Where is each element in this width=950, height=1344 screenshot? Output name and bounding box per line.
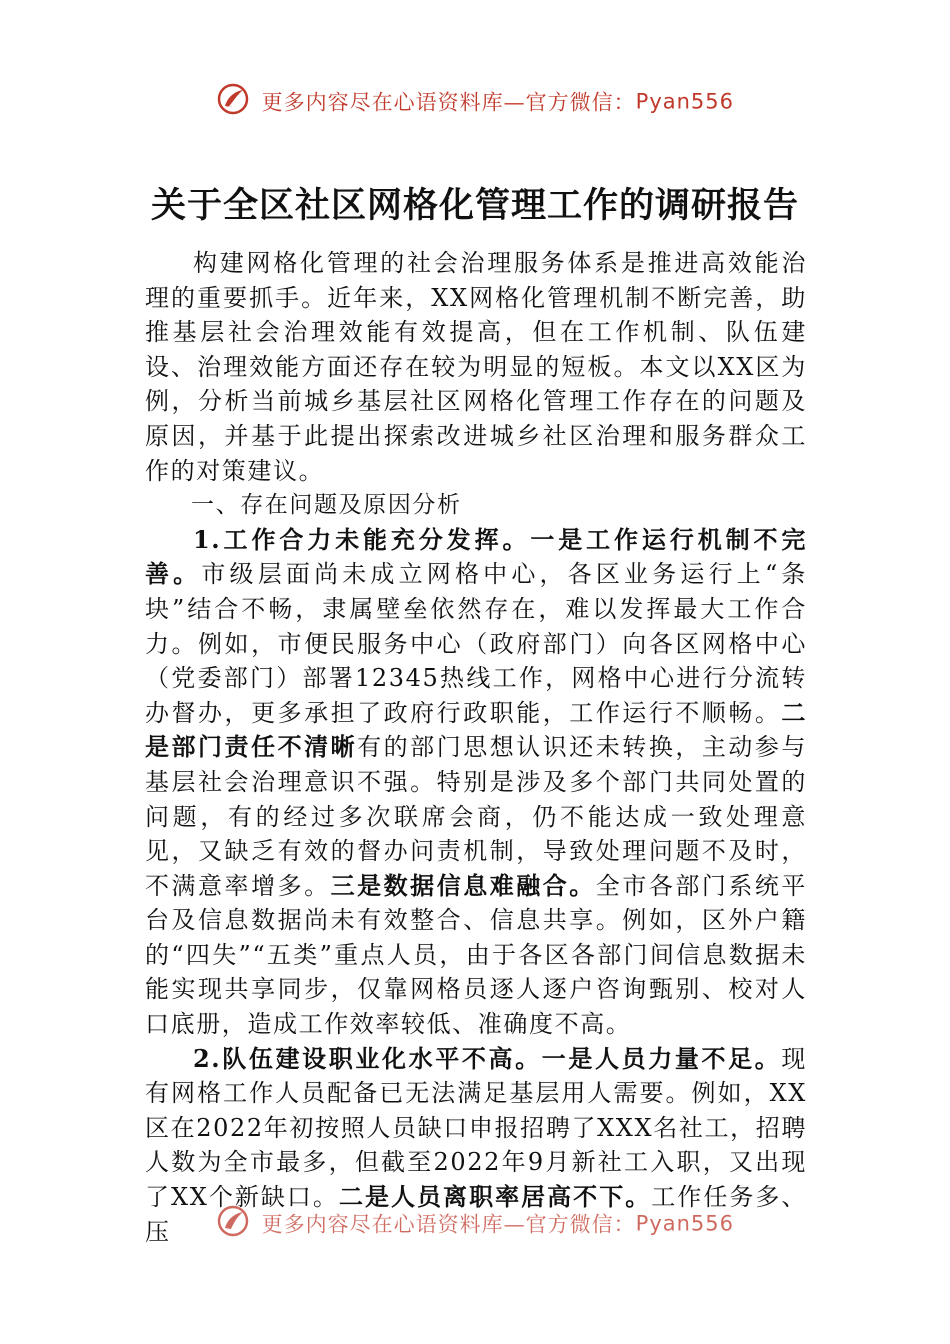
document-title: 关于全区社区网格化管理工作的调研报告 <box>150 185 799 226</box>
paragraph-1-point-3: 三是数据信息难融合。 <box>330 870 596 900</box>
paragraph-1 <box>145 523 807 1042</box>
paragraph-1-lead: 1.工作合力未能充分发挥。一是工作运行机制不完善。 <box>145 524 807 589</box>
intro-paragraph: 构建网格化管理的社会治理服务体系是推进高效能治理的重要抓手。近年来，XX网格化管理机制不断完善，助推基层社会治理效能有效提高，但在工作机制、队伍建设、治理效能方面还存在较为明显的短板。本文以XX区为例，分析当前城乡基层社区网格化管理工作存在的问题及原因，并基于此提出探索改进城乡社区治理和服务群众工作的对策建议。 <box>145 249 807 485</box>
paragraph-2-point-2: 二是人员离职率居高不下。 <box>338 1182 652 1212</box>
watermark-header <box>0 82 950 121</box>
footer-wechat-id: Pyan556 <box>635 1211 735 1236</box>
paragraph-1-text-3: 全市各部门系统平台及信息数据尚未有效整合、信息共享。例如，区外户籍的“四失”“五类”重点人员，由于各区各部门间信息数据未能实现共享同步，仅靠网格员逐人逐户咨询甄别、校对人口底册，造成工作效率较低、准确度不高。 <box>145 871 808 1039</box>
watermark-footer <box>0 1204 950 1243</box>
paragraph-1-text-1: 市级层面尚未成立网格中心，各区业务运行上“条块”结合不畅，隶属壁垒依然存在，难以发挥最大工作合力。例如，市便民服务中心（政府部门）向各区网格中心（党委部门）部署12345热线工作，网格中心进行分流转办督办，更多承担了政府行政职能，工作运行不顺畅。 <box>145 560 807 727</box>
header-text: 更多内容尽在心语资料库—官方微信： <box>261 90 636 115</box>
paragraph-2-text-1: 现有网格工作人员配备已无法满足基层用人需要。例如，XX区在2022年初按照人员缺口申报招聘了XXX名社工，招聘人数为全市最多，但截至2022年9月新社工入职，又出现了XX个新缺口。 <box>145 1044 807 1212</box>
paragraph-2-lead: 2.队伍建设职业化水平不高。一是人员力量不足。 <box>193 1043 782 1073</box>
brand-logo-icon <box>216 82 250 121</box>
section-heading: 一、存在问题及原因分析 <box>191 492 462 519</box>
header-wechat-id: Pyan556 <box>635 89 735 114</box>
paragraph-1-text-2: 有的部门思想认识还未转换，主动参与基层社会治理意识不强。特别是涉及多个部门共同处置的问题，有的经过多次联席会商，仍不能达成一致处理意见，又缺乏有效的督办问责机制，导致处理问题不及时，不满意率增多。 <box>145 733 807 900</box>
paragraph-1-point-2: 二是部门责任不清晰 <box>145 697 807 762</box>
document-body <box>145 246 807 1249</box>
paragraph-2-text-2: 工作任务多、压 <box>145 1183 807 1246</box>
footer-text: 更多内容尽在心语资料库—官方微信： <box>261 1212 636 1237</box>
brand-logo-icon-footer <box>216 1204 250 1243</box>
